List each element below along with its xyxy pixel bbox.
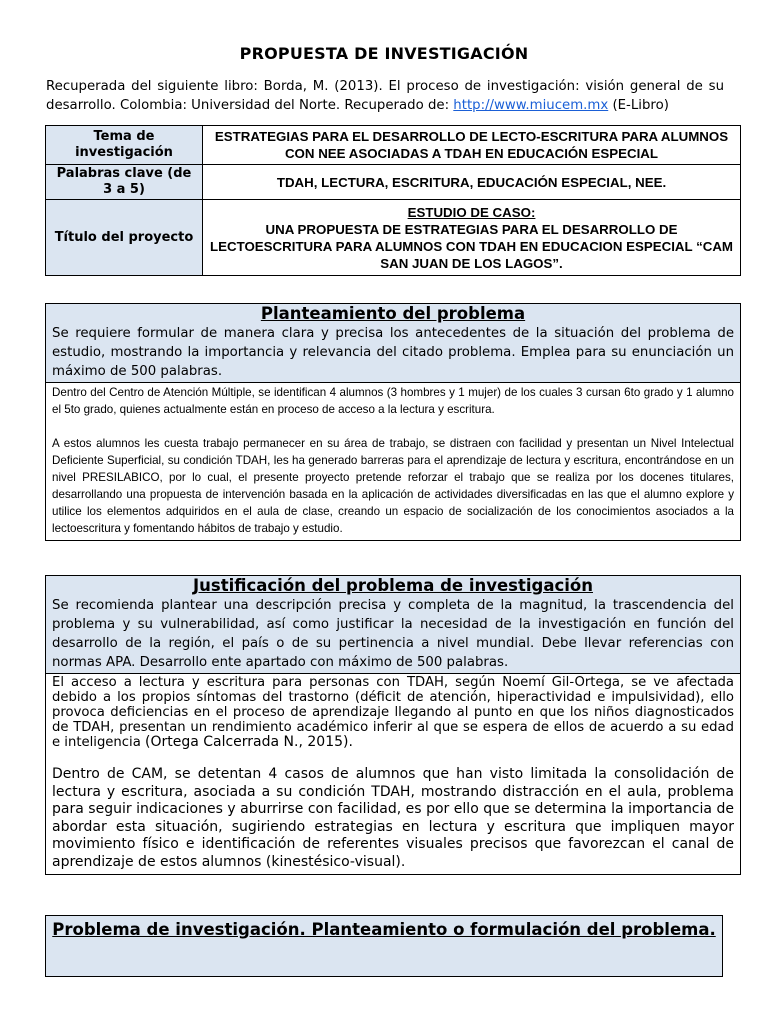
formulation-section	[45, 915, 723, 977]
problem-paragraph-1: Dentro del Centro de Atención Múltiple, se identifican 4 alumnos (3 hombres y 1 mujer) de los cuales 3 cursan 6to grado y 1 alumno el 5to grado, quienes actualmente están en proceso de acceso a la lectura y escritura.	[52, 386, 734, 416]
source-prefix: Recuperada del siguiente libro: Borda, M. (2013). El proceso de investigación: visión general de su desarrollo. Colombia: Universidad del Norte. Recuperado de:	[46, 79, 724, 113]
value-keywords: TDAH, LECTURA, ESCRITURA, EDUCACIÓN ESPECIAL, NEE.	[203, 165, 741, 200]
justification-header	[46, 576, 740, 673]
justification-instructions: Se recomienda plantear una descripción precisa y completa de la magnitud, la trascendencia del problema y su vulnerabilidad, así como justificar la necesidad de la investigación en función del desarrollo de la región, el país o de su pertinencia a nivel mundial. Debe llevar referencias con normas APA. Desarrollo ente apartado con máximo de 500 palabras.	[52, 598, 734, 670]
problem-statement-body	[46, 382, 740, 540]
justification-section	[45, 575, 741, 875]
row-keywords	[46, 165, 741, 200]
label-research-topic: Tema de investigación	[46, 126, 203, 165]
project-info-table	[45, 125, 741, 276]
source-suffix: (E-Libro)	[608, 98, 669, 113]
document-title: PROPUESTA DE INVESTIGACIÓN	[239, 44, 529, 63]
row-research-topic	[46, 126, 741, 165]
source-citation	[46, 77, 724, 115]
justification-heading: Justificación del problema de investigación	[193, 576, 593, 595]
justification-body	[46, 673, 740, 874]
problem-statement-header	[46, 304, 740, 382]
justification-paragraph-1	[52, 675, 734, 750]
problem-statement-section	[45, 303, 741, 541]
justification-citation: (Ortega Calcerrada N., 2015).	[144, 734, 353, 750]
formulation-heading: Problema de investigación. Planteamiento o formulación del problema.	[52, 920, 716, 939]
value-project-title	[203, 200, 741, 276]
problem-paragraph-2: A estos alumnos les cuesta trabajo permanecer en su área de trabajo, se distraen con facilidad y presentan un Nivel Intelectual Deficiente Superficial, su condición TDAH, les ha generado barreras para el aprendizaje de lectura y escritura, encontrándose en un nivel PRESILABICO, por lo cual, el presente proyecto pretende reforzar el trabajo que se realiza por los docenes titulares, desarrollando una propuesta de intervención basada en la aplicación de actividades diversificadas en las que el alumno explore y utilice los elementos adquiridos en el aula de clase, creando un espacio de socialización de los conocimientos asociados a la lectoescritura y fomentando hábitos de trabajo y estudio.	[52, 437, 734, 535]
value-research-topic: ESTRATEGIAS PARA EL DESARROLLO DE LECTO-ESCRITURA PARA ALUMNOS CON NEE ASOCIADAS A TDAH EN EDUCACIÓN ESPECIAL	[203, 126, 741, 165]
label-project-title: Título del proyecto	[46, 200, 203, 276]
case-study-heading: ESTUDIO DE CASO:	[407, 204, 536, 220]
label-keywords: Palabras clave (de 3 a 5)	[46, 165, 203, 200]
row-project-title	[46, 200, 741, 276]
project-title-text: UNA PROPUESTA DE ESTRATEGIAS PARA EL DESARROLLO DE LECTOESCRITURA PARA ALUMNOS CON TDAH EN EDUCACION ESPECIAL “CAM SAN JUAN DE LOS LAGOS”.	[209, 221, 734, 271]
problem-statement-heading: Planteamiento del problema	[260, 304, 526, 323]
source-link[interactable]: http://www.miucem.mx	[453, 98, 609, 113]
justification-paragraph-2: Dentro de CAM, se detentan 4 casos de alumnos que han visto limitada la consolidación de lectura y escritura, asociada a su condición TDAH, mostrando distracción en el aula, problema para seguir indicaciones y aburrirse con facilidad, es por ello que se determina la importancia de abordar esta situación, sugiriendo estrategias en lectura y escritura que impliquen mayor movimiento físico e identificación de referentes visuales precisos que favorezcan el canal de aprendizaje de estos alumnos (kinestésico-visual).	[52, 766, 734, 870]
problem-statement-instructions: Se requiere formular de manera clara y precisa los antecedentes de la situación del problema de estudio, mostrando la importancia y relevancia del citado problema. Emplea para su enunciación un máximo de 500 palabras.	[52, 326, 734, 379]
justification-paragraph-1-text: El acceso a lectura y escritura para personas con TDAH, según Noemí Gil-Ortega, se ve afectada debido a los propios síntomas del trastorno (déficit de atención, hiperactividad e impulsividad), ello provoca deficiencias en el proceso de aprendizaje llegando al punto en que los niños diagnosticados de TDAH, presentan un rendimiento académico inferir al que se espera de ellos de acuerdo a su edad e inteligencia	[52, 675, 734, 750]
